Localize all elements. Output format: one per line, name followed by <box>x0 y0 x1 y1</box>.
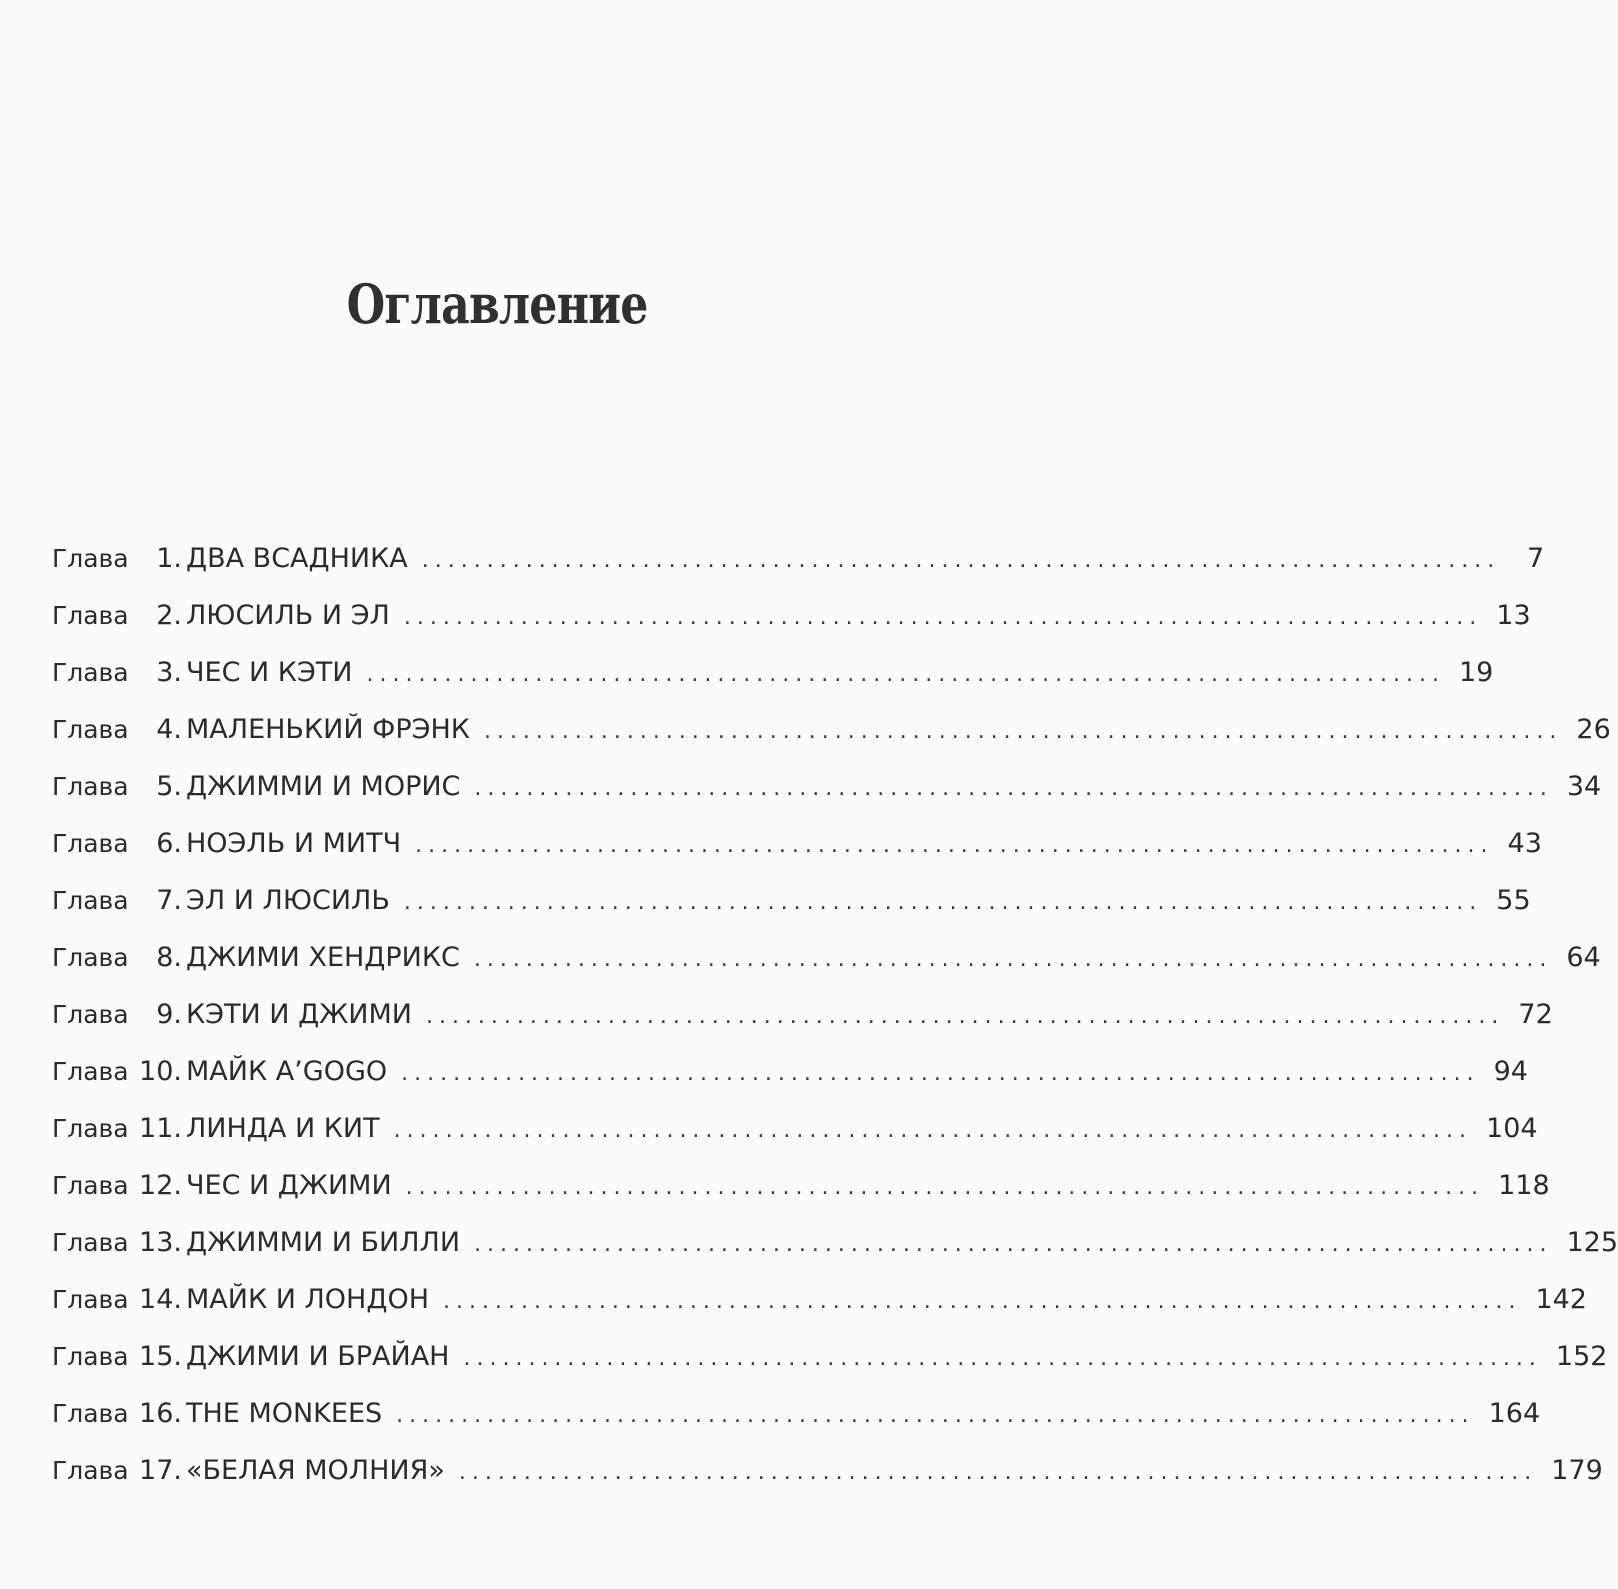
chapter-title: ЧЕС И КЭТИ <box>186 657 353 688</box>
chapter-page-number: 55 <box>1496 885 1531 916</box>
toc-entry[interactable] <box>52 1043 1528 1100</box>
chapter-page-number: 7 <box>1527 543 1545 574</box>
chapter-page-number: 164 <box>1488 1398 1541 1429</box>
dot-leader: ................................................................................... <box>403 890 1483 915</box>
dot-leader: ................................................................................... <box>443 1289 1522 1314</box>
chapter-number: 2. <box>156 600 182 631</box>
chapter-prefix: Глава <box>52 886 129 915</box>
chapter-page-number: 142 <box>1535 1284 1587 1315</box>
chapter-prefix: Глава <box>52 1000 129 1029</box>
chapter-title: ЛЮСИЛЬ И ЭЛ <box>186 600 390 631</box>
chapter-page-number: 26 <box>1576 714 1611 745</box>
toc-entry[interactable] <box>52 929 1601 986</box>
chapter-page-number: 118 <box>1498 1170 1550 1201</box>
chapter-title: ЛИНДА И КИТ <box>186 1113 380 1144</box>
toc-entry[interactable] <box>52 758 1602 815</box>
toc-entry[interactable] <box>52 986 1553 1043</box>
chapter-prefix: Глава <box>52 1057 129 1086</box>
chapter-title: МАЙК A’GOGO <box>186 1056 388 1087</box>
chapter-number: 16. <box>139 1398 182 1429</box>
chapter-prefix: Глава <box>52 715 129 744</box>
chapter-number: 8. <box>156 942 182 973</box>
chapter-title: «БЕЛАЯ МОЛНИЯ» <box>186 1455 445 1486</box>
dot-leader: ................................................................................... <box>473 947 1553 972</box>
chapter-prefix: Глава <box>52 658 129 687</box>
chapter-title: ЭЛ И ЛЮСИЛЬ <box>186 885 390 916</box>
dot-leader: ................................................................................... <box>474 776 1553 801</box>
chapter-number: 13. <box>139 1227 182 1258</box>
toc-entry[interactable] <box>52 1328 1608 1385</box>
chapter-page-number: 13 <box>1496 600 1531 631</box>
chapter-title: THE MONKEES <box>186 1398 383 1429</box>
chapter-number: 5. <box>156 771 182 802</box>
chapter-title: ДВА ВСАДНИКА <box>186 543 408 574</box>
chapter-prefix: Глава <box>52 1342 129 1371</box>
chapter-prefix: Глава <box>52 1114 129 1143</box>
chapter-page-number: 34 <box>1566 771 1602 802</box>
chapter-title: ДЖИМИ И БРАЙАН <box>186 1341 450 1372</box>
chapter-number: 11. <box>139 1113 182 1144</box>
chapter-number: 4. <box>156 714 182 745</box>
chapter-number: 6. <box>156 828 182 859</box>
chapter-page-number: 72 <box>1518 999 1553 1030</box>
dot-leader: ................................................................................... <box>483 719 1563 744</box>
toc-entry[interactable] <box>52 1214 1618 1271</box>
chapter-prefix: Глава <box>52 1228 129 1257</box>
dot-leader: ................................................................................... <box>401 1061 1480 1086</box>
toc-entry[interactable] <box>52 815 1542 872</box>
toc-entry[interactable] <box>52 872 1531 929</box>
chapter-title: МАЛЕНЬКИЙ ФРЭНК <box>186 714 470 745</box>
dot-leader: ................................................................................... <box>393 1118 1473 1143</box>
dot-leader: ................................................................................... <box>415 833 1494 858</box>
dot-leader: ................................................................................... <box>405 1175 1485 1200</box>
dot-leader: ................................................................................... <box>425 1004 1505 1029</box>
chapter-page-number: 94 <box>1493 1056 1528 1087</box>
chapter-number: 7. <box>156 885 182 916</box>
chapter-prefix: Глава <box>52 1399 129 1428</box>
chapter-prefix: Глава <box>52 943 129 972</box>
dot-leader: ................................................................................... <box>474 1232 1553 1257</box>
toc-entry[interactable] <box>52 1157 1550 1214</box>
toc-entry[interactable] <box>52 1271 1587 1328</box>
toc-entry[interactable] <box>52 644 1494 701</box>
chapter-prefix: Глава <box>52 601 129 630</box>
chapter-title: ДЖИММИ И БИЛЛИ <box>186 1227 461 1258</box>
chapter-title: МАЙК И ЛОНДОН <box>186 1284 429 1315</box>
chapter-title: ДЖИМИ ХЕНДРИКС <box>186 942 460 973</box>
dot-leader: ................................................................................... <box>403 605 1483 630</box>
toc-entry[interactable] <box>52 1385 1541 1442</box>
toc-entry[interactable] <box>52 1442 1603 1499</box>
dot-leader: ................................................................................... <box>463 1346 1542 1371</box>
chapter-number: 1. <box>156 543 182 574</box>
chapter-number: 14. <box>139 1284 182 1315</box>
chapter-prefix: Глава <box>52 1456 129 1485</box>
chapter-number: 10. <box>139 1056 182 1087</box>
chapter-page-number: 19 <box>1458 657 1494 688</box>
chapter-title: КЭТИ И ДЖИМИ <box>186 999 412 1030</box>
chapter-number: 17. <box>139 1455 182 1486</box>
chapter-title: ДЖИММИ И МОРИС <box>186 771 461 802</box>
chapter-number: 12. <box>139 1170 182 1201</box>
chapter-number: 15. <box>139 1341 182 1372</box>
dot-leader: ................................................................................... <box>458 1460 1538 1485</box>
page-title: Оглавление <box>346 272 648 336</box>
dot-leader: ................................................................................... <box>421 548 1501 573</box>
chapter-title: ЧЕС И ДЖИМИ <box>186 1170 392 1201</box>
chapter-page-number: 64 <box>1566 942 1601 973</box>
chapter-page-number: 104 <box>1486 1113 1538 1144</box>
chapter-prefix: Глава <box>52 1285 129 1314</box>
dot-leader: ................................................................................... <box>396 1403 1475 1428</box>
chapter-number: 9. <box>156 999 182 1030</box>
toc-entry[interactable] <box>52 587 1531 644</box>
dot-leader: ................................................................................... <box>366 662 1445 687</box>
chapter-page-number: 152 <box>1555 1341 1608 1372</box>
chapter-page-number: 43 <box>1507 828 1542 859</box>
chapter-prefix: Глава <box>52 829 129 858</box>
table-of-contents <box>52 530 1618 1499</box>
chapter-prefix: Глава <box>52 772 129 801</box>
chapter-number: 3. <box>156 657 182 688</box>
toc-entry[interactable] <box>52 1100 1538 1157</box>
chapter-page-number: 125 <box>1566 1227 1618 1258</box>
chapter-prefix: Глава <box>52 1171 129 1200</box>
chapter-prefix: Глава <box>52 544 129 573</box>
chapter-title: НОЭЛЬ И МИТЧ <box>186 828 402 859</box>
toc-entry[interactable] <box>52 530 1545 587</box>
toc-entry[interactable] <box>52 701 1611 758</box>
chapter-page-number: 179 <box>1551 1455 1603 1486</box>
